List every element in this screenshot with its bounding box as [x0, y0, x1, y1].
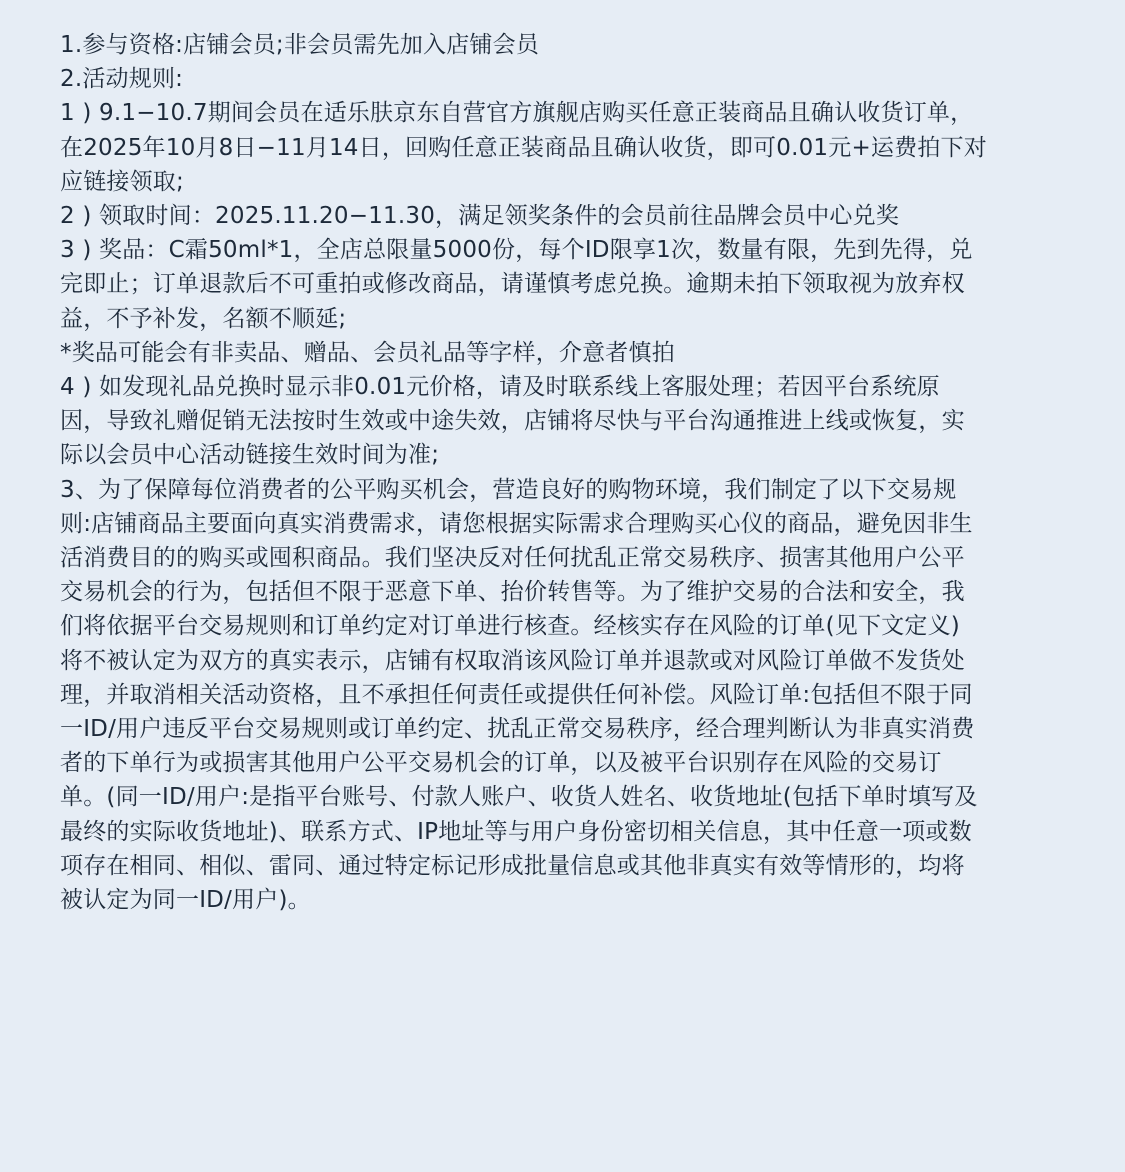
rule-line: 因，导致礼赠促销无法按时生效或中途失效，店铺将尽快与平台沟通推进上线或恢复，实 [60, 408, 965, 435]
rule-line-note: *奖品可能会有非卖品、赠品、会员礼品等字样，介意者慎拍 [60, 339, 675, 366]
rule-line-price-issue: 4 ) 如发现礼品兑换时显示非0.01元价格，请及时联系线上客服处理；若因平台系统原 [60, 374, 940, 401]
rule-line: 则:店铺商品主要面向真实消费需求，请您根据实际需求合理购买心仪的商品，避免因非生 [60, 510, 973, 537]
rule-line: 应链接领取; [60, 168, 184, 195]
rule-line-eligibility: 1.参与资格:店铺会员;非会员需先加入店铺会员 [60, 32, 540, 58]
rule-line: 活消费目的的购买或囤积商品。我们坚决反对任何扰乱正常交易秩序、损害其他用户公平 [60, 545, 965, 572]
rule-line: 际以会员中心活动链接生效时间为准; [60, 442, 440, 469]
rule-line: 最终的实际收货地址)、联系方式、IP地址等与用户身份密切相关信息，其中任意一项或数 [60, 818, 972, 845]
rule-line: 完即止；订单退款后不可重拍或修改商品，请谨慎考虑兑换。逾期未拍下领取视为放弃权 [60, 271, 965, 298]
rule-line: 理，并取消相关活动资格，且不承担任何责任或提供任何补偿。风险订单:包括但不限于同 [60, 681, 973, 708]
rule-line-fair-trade: 3、为了保障每位消费者的公平购买机会，营造良好的购物环境，我们制定了以下交易规 [60, 476, 957, 503]
rule-line: 单。(同一ID/用户:是指平台账号、付款人账户、收货人姓名、收货地址(包括下单时填写及 [60, 784, 978, 811]
rule-line: 被认定为同一ID/用户)。 [60, 887, 311, 914]
rule-line-activity-heading: 2.活动规则: [60, 66, 184, 93]
rule-line: 将不被认定为双方的真实表示，店铺有权取消该风险订单并退款或对风险订单做不发货处 [60, 647, 965, 674]
rule-line-claim-time: 2 ) 领取时间：2025.11.20−11.30，满足领奖条件的会员前往品牌会员中心兑奖 [60, 203, 900, 230]
rule-line-prize: 3 ) 奖品：C霜50ml*1，全店总限量5000份，每个ID限享1次，数量有限，先到先得，兑 [60, 237, 973, 264]
rule-line: 交易机会的行为，包括但不限于恶意下单、抬价转售等。为了维护交易的合法和安全，我 [60, 579, 965, 606]
rule-line: 们将依据平台交易规则和订单约定对订单进行核查。经核实存在风险的订单(见下文定义) [60, 613, 960, 640]
rule-line: 者的下单行为或损害其他用户公平交易机会的订单，以及被平台识别存在风险的交易订 [60, 750, 942, 777]
rule-line: 在2025年10月8日−11月14日，回购任意正装商品且确认收货，即可0.01元+运费拍下对 [60, 134, 987, 161]
rule-line: 1 ) 9.1−10.7期间会员在适乐肤京东自营官方旗舰店购买任意正装商品且确认收货订单， [60, 100, 974, 127]
rules-text [60, 28, 1081, 917]
rule-line: 项存在相同、相似、雷同、通过特定标记形成批量信息或其他非真实有效等情形的，均将 [60, 852, 965, 879]
rule-line: 一ID/用户违反平台交易规则或订单约定、扰乱正常交易秩序，经合理判断认为非真实消费 [60, 716, 975, 743]
rule-line: 益，不予补发，名额不顺延; [60, 305, 347, 332]
